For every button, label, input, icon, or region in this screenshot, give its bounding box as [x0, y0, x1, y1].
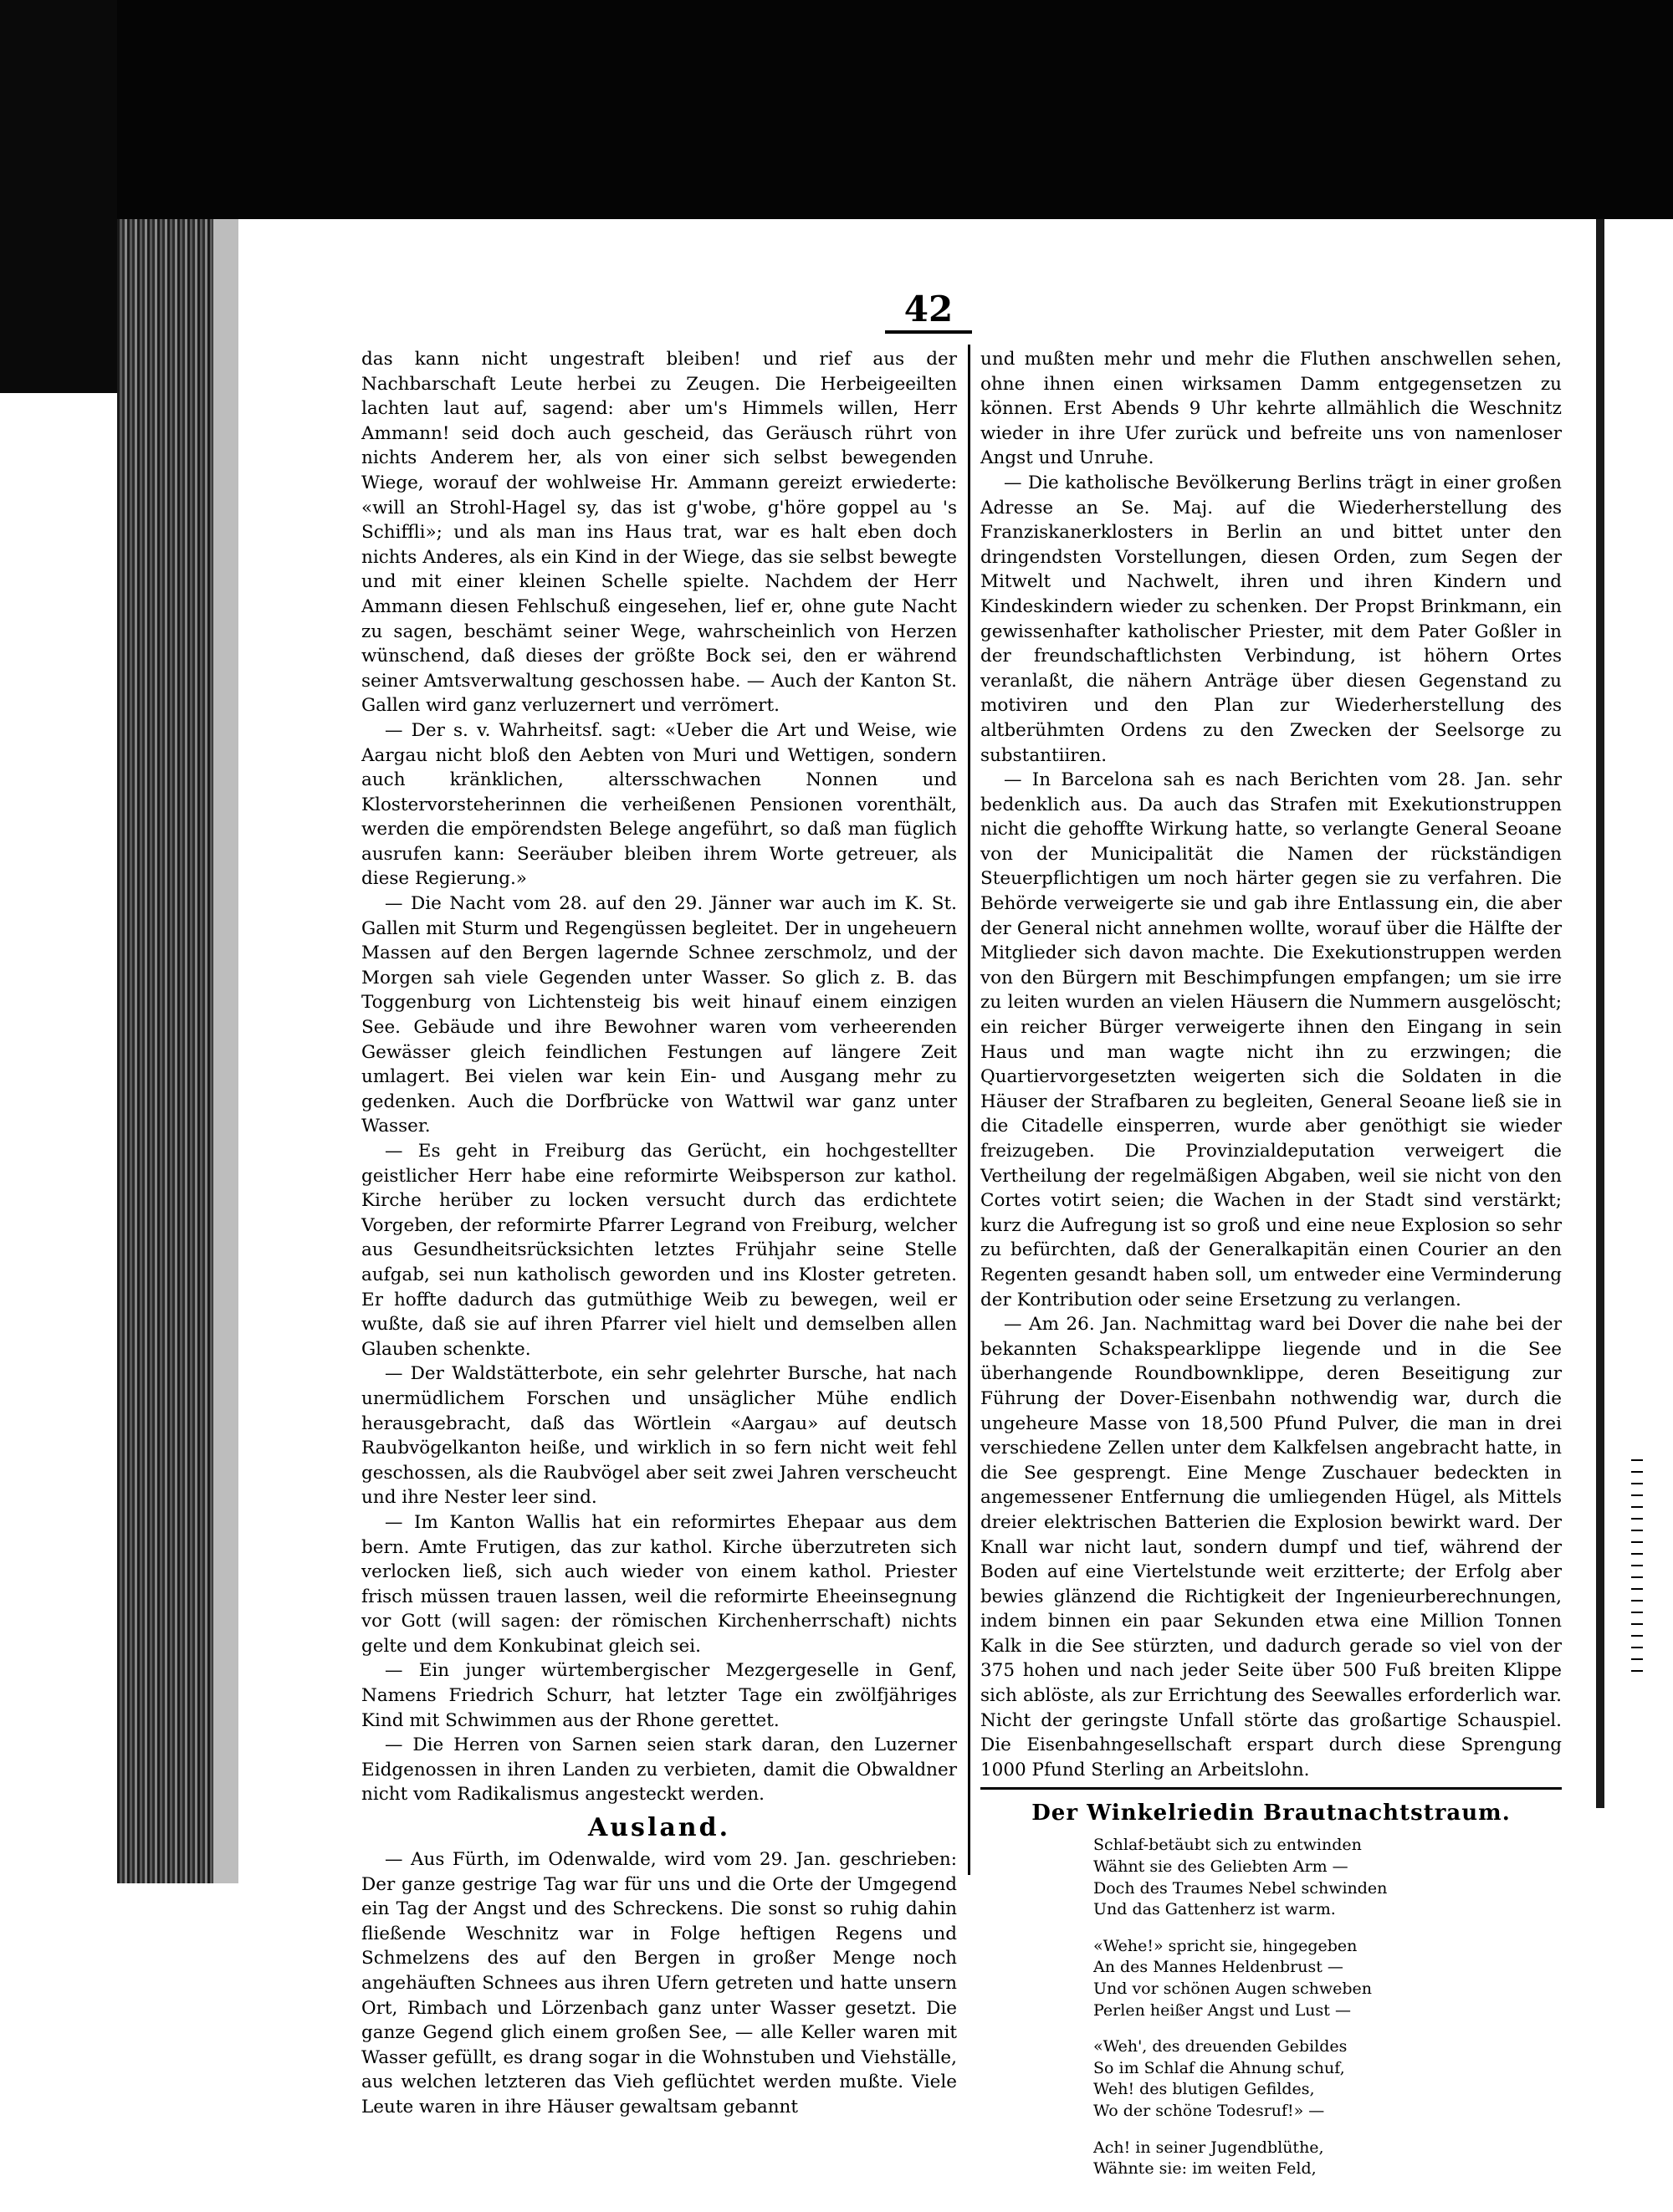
article-paragraph: — Die Nacht vom 28. auf den 29. Jänner war auch im K. St. Gallen mit Sturm und Regengüssen begleitet. Der in ungeheuern Massen auf den Bergen lagernde Schnee zerschmolz, und der Morgen sah viele Gegenden unter Wasser. So glich z. B. das Toggenburg von Lichtensteig bis weit hinauf einem einzigen See. Gebäude und ihre Bewohner waren vom verheerenden Gewässer gleich feindlichen Festungen auf längere Zeit umlagert. Bei vielen war kein Ein- und Ausgang mehr zu gedenken. Auch die Dorfbrücke von Wattwil war ganz unter Wasser.: [361, 893, 957, 1137]
poem: [980, 1835, 1562, 2179]
poem-line: Wähnte sie: im weiten Feld,: [1093, 2159, 1317, 2179]
section-heading-ausland: Ausland.: [587, 1813, 731, 1843]
poem-line: Ach! in seiner Jugendblüthe,: [1093, 2138, 1324, 2157]
poem-separator-rule: [980, 1787, 1562, 1790]
poem-title: Der Winkelriedin Brautnachtstraum.: [1031, 1801, 1511, 1826]
article-paragraph: das kann nicht ungestraft bleiben! und rief aus der Nachbarschaft Leute herbei zu Zeugen. Die Herbeigeeilten lachten laut auf, sagend: aber um's Himmels willen, Herr Ammann! seid doch auch gescheid, das Geräusch rührt von nichts Anderem her, als von einer sich selbst bewegenden Wiege, worauf der wohlweise Hr. Ammann gereizt erwiederte: «will an Strohl-Hagel sy, das ist g'wobe, g'höre goppel au 's Schiffli»; und als man ins Haus trat, war es halt eben doch nichts Anderes, als ein Kind in der Wiege, das sie selbst bewegte und mit einer kleinen Schelle spielte. Nachdem der Herr Ammann diesen Fehlschuß eingesehen, lief er, ohne gute Nacht zu sagen, beschämt seiner Wege, wahrscheinlich von Herzen wünschend, daß dieses der größte Bock sei, den er während seiner Amtsverwaltung geschossen habe. — Auch der Kanton St. Gallen wird ganz verluzernert und verrömert.: [361, 349, 957, 717]
page-number-rule: [885, 330, 972, 334]
poem-line: So im Schlaf die Ahnung schuf,: [1093, 2058, 1345, 2077]
poem-line: «Weh', des dreuenden Gebildes: [1093, 2037, 1348, 2056]
poem-line: «Wehe!» spricht sie, hingegeben: [1093, 1936, 1358, 1955]
article-paragraph: — In Barcelona sah es nach Berichten vom 28. Jan. sehr bedenklich aus. Da auch das Strafen mit Exekutionstruppen nicht die gehoffte Wirkung hatte, so verlangte General Seoane von der Municipalität die Namen der rückständigen Steuerpflichtigen um noch härter gegen sie zu verfahren. Die Behörde verweigerte sie und gab ihre Entlassung ein, die aber der General nicht annehmen wollte, worauf über die Hälfte der Mitglieder sich davon machte. Die Exekutionstruppen werden von den Bürgern mit Beschimpfungen empfangen; um sie irre zu leiten wurden an vielen Häusern die Nummern ausgelöscht; ein reicher Bürger verweigerte ihnen den Eingang in sein Haus und man wagte nicht ihn zu erzwingen; die Quartiervorgesetzten weigerten sich die Soldaten in die Häuser der Strafbaren zu begleiten, General Seoane ließ sie in die Citadelle einsperren, wurde aber genöthigt sie wieder freizugeben. Die Provinzialdeputation verweigert die Vertheilung der regelmäßigen Abgaben, weil sie nicht von den Cortes votirt seien; die Wachen in der Stadt sind verstärkt; kurz die Aufregung ist so groß und eine neue Explosion so sehr zu befürchten, daß der Generalkapitän einen Courier an den Regenten gesandt haben soll, um entweder eine Verminderung der Kontribution oder seine Ersetzung zu verlangen.: [980, 769, 1562, 1310]
scan-background-top: [0, 0, 1673, 219]
page-number: 42: [903, 289, 954, 330]
article-paragraph: und mußten mehr und mehr die Fluthen anschwellen sehen, ohne ihnen einen wirksamen Damm entgegensetzen zu können. Erst Abends 9 Uhr kehrte allmählich die Weschnitz wieder in ihre Ufer zurück und befreite uns von namenloser Angst und Unruhe.: [980, 349, 1562, 469]
article-paragraph: — Aus Fürth, im Odenwalde, wird vom 29. Jan. geschrieben: Der ganze gestrige Tag war für uns und die Orte der Umgegend ein Tag der Angst und des Schreckens. Die sonst so ruhig dahin fließende Weschnitz war in Folge heftigen Regens und Schmelzens des auf den Bergen in großer Menge noch angehäuften Schnees aus ihren Ufern getreten und hatte unsern Ort, Rimbach und Lörzenbach ganz unter Wasser gesetzt. Die ganze Gegend glich einem großen See, — alle Keller waren mit Wasser gefüllt, es drang sogar in die Wohnstuben und Viehställe, aus welchen letzteren das Vieh geflüchtet werden mußte. Viele Leute waren in ihre Häuser gewaltsam gebannt: [361, 1849, 957, 2117]
article-paragraph: — Es geht in Freiburg das Gerücht, ein hochgestellter geistlicher Herr habe eine reformirte Weibsperson zur kathol. Kirche herüber zu locken versucht durch das erdichtete Vorgeben, der reformirte Pfarrer Legrand von Freiburg, welcher aus Gesundheitsrücksichten letztes Frühjahr seine Stelle aufgab, sei nun katholisch geworden und ins Kloster getreten. Er hoffte dadurch das gutmüthige Weib zu bewegen, weil er wußte, daß sie auf ihren Pfarrer viel hielt und demselben allen Glauben schenkte.: [361, 1141, 957, 1360]
poem-line: Perlen heißer Angst und Lust —: [1093, 2000, 1351, 2020]
article-paragraph: — Der s. v. Wahrheitsf. sagt: «Ueber die Art und Weise, wie Aargau nicht bloß den Aebten von Muri und Wettigen, sondern auch kränklichen, altersschwachen Nonnen und Klostervorsteherinnen die verheißenen Pensionen vorenthält, werden die empörendsten Belege angeführt, so daß man füglich ausrufen kann: Seeräuber bleiben ihrem Worte getreuer, als diese Regierung.»: [361, 719, 957, 890]
poem-line: Wo der schöne Todesruf!» —: [1093, 2101, 1325, 2120]
column-divider: [968, 345, 970, 1875]
poem-stanza: [1093, 2036, 1562, 2122]
article-paragraph: — Die katholische Bevölkerung Berlins trägt in einer großen Adresse an Se. Maj. auf die Wiederherstellung des Franziskanerklosters in Berlin an und bittet unter den dringendsten Vorstellungen, diesen Orden, zum Segen der Mitwelt und Nachwelt, ihren und ihren Kindern und Kindeskindern wieder zu schenken. Der Propst Brinkmann, ein gewissenhafter katholischer Priester, mit dem Pater Goßler in der freundschaftlichsten Verbindung, ist höhern Ortes veranlaßt, die nähern Anträge über diesen Gegenstand zu motiviren und den Plan zur Wiederherstellung des altberühmten Ordens zu den Zwecken der Seelsorge zu substantiiren.: [980, 472, 1562, 766]
poem-line: Wähnt sie des Geliebten Arm —: [1093, 1857, 1348, 1877]
article-paragraph: — Ein junger würtembergischer Mezgergeselle in Genf, Namens Friedrich Schurr, hat letzter Tage ein zwölfjähriges Kind mit Schwimmen aus der Rhone gerettet.: [361, 1660, 957, 1731]
article-paragraph: — Am 26. Jan. Nachmittag ward bei Dover die nahe bei der bekannten Schakspearklippe liegende und in die See überhangende Roundbownklippe, deren Beseitigung zur Führung der Dover-Eisenbahn nothwendig war, durch die ungeheure Masse von 18,500 Pfund Pulver, die man in drei verschiedene Zellen unter dem Kalkfelsen angebracht hatte, in die See gesprengt. Eine Menge Zuschauer bedeckten in angemessener Entfernung die umliegenden Hügel, als Mittels dreier elektrischen Batterien die Explosion bewirkt ward. Der Knall war nicht laut, sondern dumpf und tief, während der Boden auf eine Viertelstunde weit erzitterte; der Erfolg aber bewies glänzend die Richtigkeit der Ingenieurberechnungen, indem binnen ein paar Sekunden etwa eine Million Tonnen Kalk in die See stürzten, und dadurch gerade so viel von der 375 hohen und nach jeder Seite über 500 Fuß breiten Klippe sich ablöste, als zur Errichtung des Seewalles erforderlich war. Nicht der geringste Unfall störte das großartige Schauspiel. Die Eisenbahngesellschaft erspart durch diese Sprengung 1000 Pfund Sterling an Arbeitslohn.: [980, 1314, 1562, 1780]
scan-background-left: [0, 0, 117, 393]
poem-line: Schlaf-betäubt sich zu entwinden: [1093, 1836, 1362, 1855]
poem-stanza: [1093, 1936, 1562, 2021]
article-paragraph: — Die Herren von Sarnen seien stark daran, den Luzerner Eidgenossen in ihren Landen zu verbieten, damit die Obwaldner nicht vom Radikalismus angesteckt werden.: [361, 1734, 957, 1806]
poem-line: An des Mannes Heldenbrust —: [1093, 1958, 1343, 1977]
right-column: [980, 347, 1562, 2195]
article-paragraph: — Im Kanton Wallis hat ein reformirtes Ehepaar aus dem bern. Amte Frutigen, das zur kathol. Kirche überzutreten sich verlocken ließ, sich auch wieder von einem kathol. Priester frisch müssen trauen lassen, weil die reformirte Eheeinsegnung vor Gott (will sagen: der römischen Kirchenherrschaft) nichts gelte und dem Konkubinat gleich sei.: [361, 1511, 957, 1657]
book-gutter: [213, 219, 238, 1883]
poem-line: Und vor schönen Augen schweben: [1093, 1980, 1372, 1998]
page-right-edge: [1596, 219, 1604, 1808]
poem-line: Weh! des blutigen Gefildes,: [1093, 2080, 1315, 2099]
poem-line: Und das Gattenherz ist warm.: [1093, 1900, 1336, 1919]
article-paragraph: — Der Waldstätterbote, ein sehr gelehrter Bursche, hat nach unermüdlichem Forschen und unsäglicher Mühe endlich herausgebracht, daß das Wörtlein «Aargau» auf deutsch Raubvögelkanton heiße, und wirklich in so fern nicht weit fehl geschossen, als die Raubvögel aber seit zwei Jahren verscheucht und ihre Nester leer sind.: [361, 1363, 957, 1509]
poem-stanza: [1093, 2138, 1562, 2180]
left-column: [361, 347, 957, 2120]
poem-line: Doch des Traumes Nebel schwinden: [1093, 1878, 1388, 1898]
page-edge-marks: [1631, 1459, 1643, 1677]
poem-stanza: [1093, 1835, 1562, 1920]
